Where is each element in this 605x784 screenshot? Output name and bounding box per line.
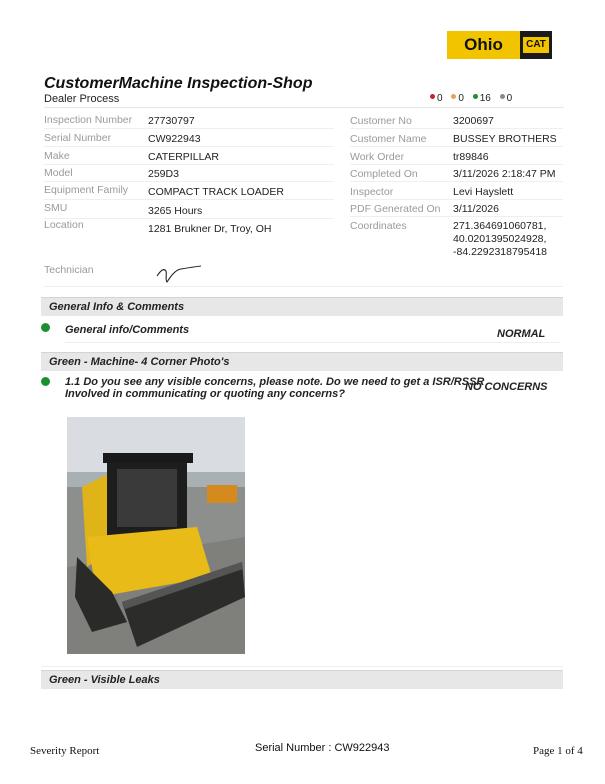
info-separator: [44, 181, 334, 182]
status-label: NORMAL: [497, 328, 546, 340]
info-separator: [350, 128, 563, 129]
info-label: Model: [44, 167, 73, 179]
info-value: CW922943: [148, 133, 201, 145]
section-header-general: [41, 297, 563, 316]
info-value: 1281 Brukner Dr, Troy, OH: [148, 223, 272, 235]
machine-photo[interactable]: [67, 417, 245, 654]
section-title: Green - Visible Leaks: [49, 674, 160, 686]
info-value: COMPACT TRACK LOADER: [148, 186, 284, 198]
severity-counts: [430, 93, 518, 104]
info-label: SMU: [44, 202, 68, 214]
info-separator: [350, 181, 563, 182]
item-separator: [65, 342, 560, 343]
red-dot-icon: [430, 94, 435, 99]
info-label: Customer Name: [350, 133, 427, 145]
count-orange: [451, 93, 464, 104]
info-label: PDF Generated On: [350, 203, 441, 215]
technician-separator: [44, 286, 563, 287]
count-green: [473, 93, 491, 104]
question-text-line-2: Involved in communicating or quoting any concerns?: [65, 388, 345, 400]
info-separator: [44, 199, 334, 200]
info-label: Serial Number: [44, 132, 112, 144]
info-label: Inspector: [350, 186, 394, 198]
info-separator: [44, 128, 334, 129]
question-text: General info/Comments: [65, 324, 190, 336]
count-green-value: 16: [479, 93, 491, 104]
cat-logo: [520, 31, 552, 59]
question-text-line-1: 1.1 Do you see any visible concerns, please note. Do we need to get a ISR/RSSR: [65, 376, 485, 388]
report-subtitle: Dealer Process: [44, 93, 120, 105]
coordinates-value: 271.364691060781, 40.0201395024928, -84.2292318795418: [453, 220, 548, 258]
count-red: [430, 93, 443, 104]
technician-signature: [155, 262, 205, 284]
info-value: 259D3: [148, 168, 179, 180]
gray-dot-icon: [500, 94, 505, 99]
count-gray-value: 0: [506, 93, 513, 104]
info-separator: [350, 164, 563, 165]
cat-logo-text: CAT: [523, 37, 549, 53]
title-divider: [44, 107, 564, 108]
count-orange-value: 0: [458, 93, 464, 104]
ohio-cat-logo: [447, 31, 552, 59]
info-separator: [44, 146, 334, 147]
section-separator: [41, 666, 563, 667]
footer-page-number: Page 1 of 4: [533, 745, 583, 757]
info-value: CATERPILLAR: [148, 151, 219, 163]
info-label: Coordinates: [350, 220, 407, 232]
info-label: Make: [44, 150, 70, 162]
info-label: Inspection Number: [44, 114, 133, 126]
report-title: CustomerMachine Inspection-Shop: [44, 75, 313, 92]
section-header-leaks: [41, 670, 563, 689]
info-value: 27730797: [148, 115, 195, 127]
compact-track-loader-image: [67, 417, 245, 654]
info-value: tr89846: [453, 151, 489, 163]
section-header-photos: [41, 352, 563, 371]
count-gray: [500, 93, 513, 104]
info-value: BUSSEY BROTHERS: [453, 133, 557, 145]
info-label: Equipment Family: [44, 184, 129, 196]
section-title: Green - Machine- 4 Corner Photo's: [49, 356, 230, 368]
count-red-value: 0: [437, 93, 443, 104]
section-title: General Info & Comments: [49, 301, 185, 313]
info-separator: [350, 216, 563, 217]
info-value: 3265 Hours: [148, 205, 203, 217]
info-value: 3/11/2026: [453, 203, 499, 215]
info-separator: [350, 146, 563, 147]
info-separator: [44, 164, 334, 165]
info-label: Customer No: [350, 115, 412, 127]
footer-report-name: Severity Report: [30, 745, 100, 757]
info-label: Location: [44, 219, 84, 231]
info-value: Levi Hayslett: [453, 186, 514, 198]
green-status-icon: [41, 323, 50, 332]
green-status-icon: [41, 377, 50, 386]
green-dot-icon: [473, 94, 478, 99]
info-separator: [44, 218, 334, 219]
footer-serial-number: Serial Number : CW922943: [255, 742, 390, 754]
info-value: 3/11/2026 2:18:47 PM: [453, 168, 556, 180]
info-label: Completed On: [350, 168, 418, 180]
status-label: NO CONCERNS: [465, 381, 548, 393]
info-separator: [350, 199, 563, 200]
info-value: 3200697: [453, 115, 494, 127]
info-label: Work Order: [350, 151, 405, 163]
orange-dot-icon: [451, 94, 456, 99]
technician-label: Technician: [44, 264, 94, 276]
dealer-logo-text: Ohio: [447, 31, 520, 59]
